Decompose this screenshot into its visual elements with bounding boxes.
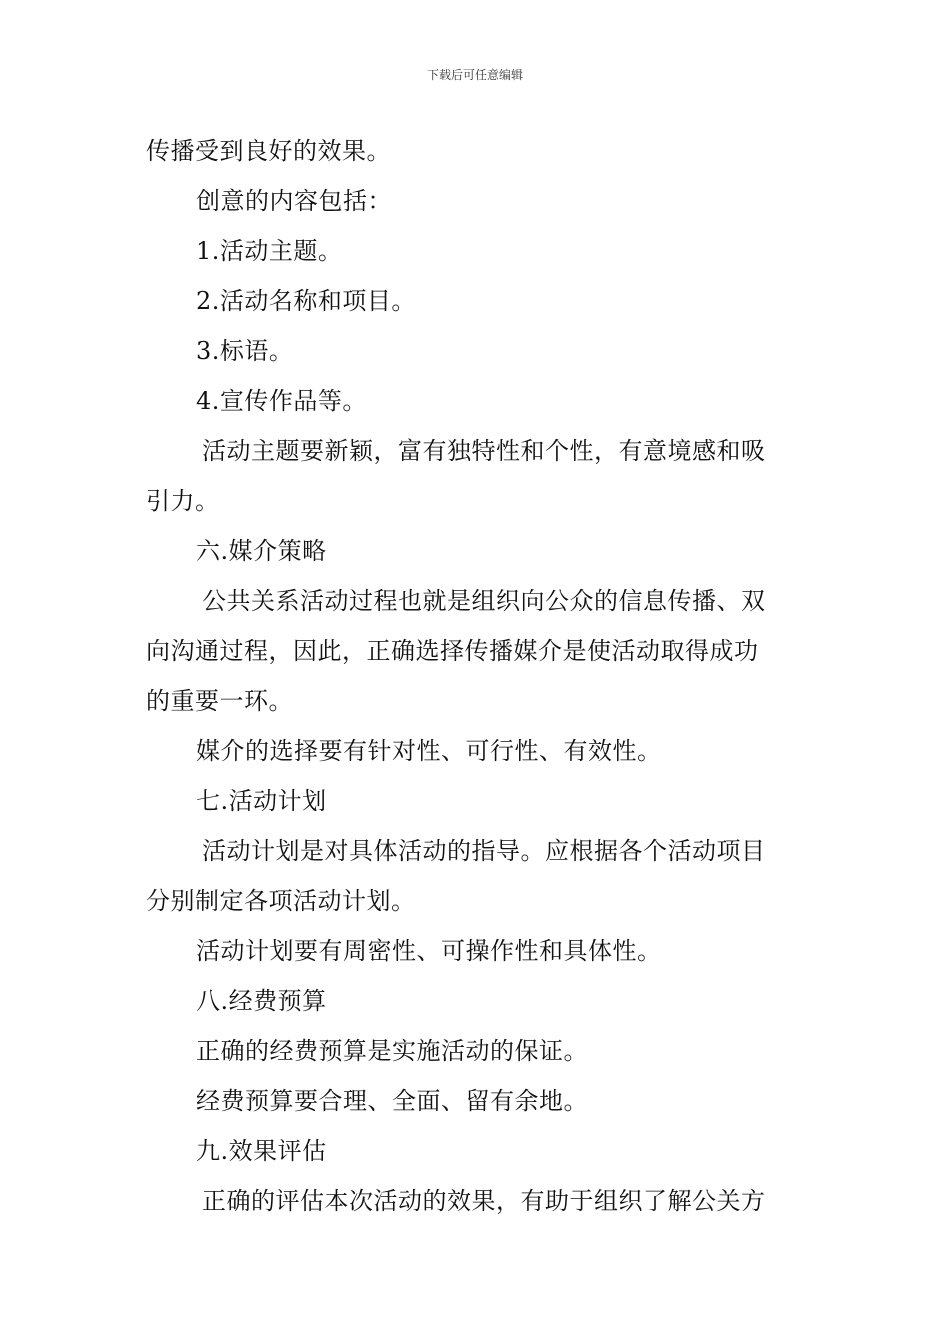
text-line: 引力。 bbox=[146, 487, 220, 515]
text-line: 分别制定各项活动计划。 bbox=[146, 887, 416, 915]
text-line: 创意的内容包括： bbox=[196, 187, 392, 215]
text-line: 公共关系活动过程也就是组织向公众的信息传播、双 bbox=[202, 587, 766, 615]
text-line: 活动计划要有周密性、可操作性和具体性。 bbox=[196, 937, 662, 965]
text-line: 向沟通过程，因此，正确选择传播媒介是使活动取得成功 bbox=[146, 637, 759, 665]
list-item: 1.活动主题。 bbox=[196, 237, 343, 265]
text-line: 的重要一环。 bbox=[146, 687, 293, 715]
section-heading: 七.活动计划 bbox=[196, 787, 327, 815]
text-line: 活动主题要新颖，富有独特性和个性，有意境感和吸 bbox=[202, 437, 766, 465]
text-line: 正确的经费预算是实施活动的保证。 bbox=[196, 1037, 588, 1065]
document-body bbox=[146, 126, 816, 1226]
list-item: 2.活动名称和项目。 bbox=[196, 287, 416, 315]
text-line: 活动计划是对具体活动的指导。应根据各个活动项目 bbox=[202, 837, 766, 865]
section-heading: 六.媒介策略 bbox=[196, 537, 327, 565]
text-line: 经费预算要合理、全面、留有余地。 bbox=[196, 1087, 588, 1115]
page-header: 下载后可任意编辑 bbox=[426, 68, 523, 82]
text-line: 媒介的选择要有针对性、可行性、有效性。 bbox=[196, 737, 662, 765]
text-line: 正确的评估本次活动的效果，有助于组织了解公关方 bbox=[202, 1187, 766, 1215]
text-line: 传播受到良好的效果。 bbox=[146, 137, 391, 165]
list-item: 3.标语。 bbox=[196, 337, 294, 365]
list-item: 4.宣传作品等。 bbox=[196, 387, 367, 415]
section-heading: 九.效果评估 bbox=[196, 1137, 327, 1165]
section-heading: 八.经费预算 bbox=[196, 987, 327, 1015]
